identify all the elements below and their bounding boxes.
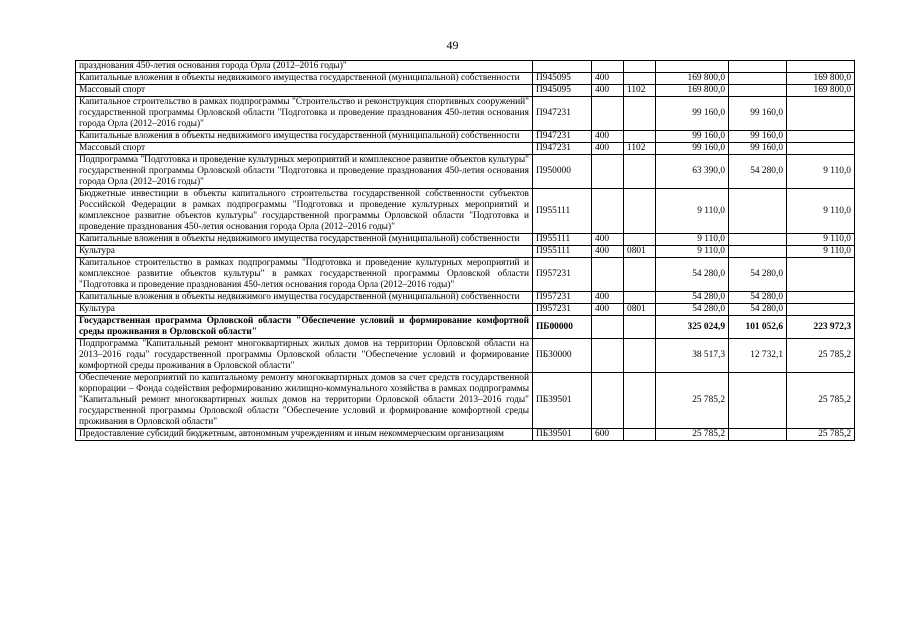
section-code: 1102 (624, 143, 656, 155)
amount-total: 99 160,0 (656, 143, 729, 155)
table-row (76, 143, 855, 155)
amount-total: 99 160,0 (656, 131, 729, 143)
amount-federal (787, 131, 855, 143)
row-description: Подпрограмма "Капитальный ремонт многоквартирных жилых домов на территории Орловской области на 2013–2016 годы" государственной программы Орловской области "Обеспечение условий и формирование комфортной среды проживания в Орловской области" (76, 339, 533, 373)
section-code: 1102 (624, 85, 656, 97)
table-row (76, 258, 855, 292)
target-article-code: П955111 (533, 246, 592, 258)
section-code: 0801 (624, 304, 656, 316)
table-row (76, 429, 855, 441)
amount-total: 169 800,0 (656, 85, 729, 97)
section-code (624, 292, 656, 304)
row-description: Государственная программа Орловской области "Обеспечение условий и формирование комфортной среды проживания в Орловской области" (76, 316, 533, 339)
amount-regional: 54 280,0 (729, 258, 787, 292)
section-code (624, 61, 656, 73)
expense-type-code (592, 97, 624, 131)
section-code (624, 97, 656, 131)
row-description: Капитальное строительство в рамках подпрограммы "Подготовка и проведение культурных мероприятий и комплексное развитие объектов культуры" в рамках государственной программы Орловской области "Подготовка и проведение празднования 450-летия основания города Орла (2012–2016 годы)" (76, 258, 533, 292)
amount-federal: 169 800,0 (787, 85, 855, 97)
amount-federal (787, 292, 855, 304)
row-description: Бюджетные инвестиции в объекты капитального строительства государственной собственности субъектов Российской Федерации в рамках подпрограммы "Подготовка и проведение культурных мероприятий и комплексное развитие объектов культуры" государственной программы Орловской области "Подготовка и проведение празднования 450-летия основания города Орла (2012–2016 годы)" (76, 189, 533, 234)
row-description: празднования 450-летия основания города Орла (2012–2016 годы)" (76, 61, 533, 73)
amount-federal: 9 110,0 (787, 234, 855, 246)
table-row (76, 155, 855, 189)
table-row (76, 85, 855, 97)
amount-total: 9 110,0 (656, 189, 729, 234)
table-row (76, 73, 855, 85)
budget-table-body (76, 61, 855, 441)
expense-type-code (592, 61, 624, 73)
section-code (624, 316, 656, 339)
amount-federal: 223 972,3 (787, 316, 855, 339)
amount-total: 9 110,0 (656, 234, 729, 246)
target-article-code: П947231 (533, 97, 592, 131)
amount-federal: 9 110,0 (787, 155, 855, 189)
row-description: Капитальное строительство в рамках подпрограммы "Строительство и реконструкция спортивных сооружений" государственной программы Орловской области "Подготовка и проведение празднования 450-летия основания города Орла (2012–2016 годы)" (76, 97, 533, 131)
section-code (624, 339, 656, 373)
expense-type-code: 400 (592, 131, 624, 143)
amount-regional: 54 280,0 (729, 292, 787, 304)
amount-federal (787, 304, 855, 316)
amount-federal (787, 143, 855, 155)
amount-regional (729, 246, 787, 258)
table-row (76, 316, 855, 339)
amount-regional: 12 732,1 (729, 339, 787, 373)
amount-federal: 9 110,0 (787, 246, 855, 258)
amount-regional: 99 160,0 (729, 97, 787, 131)
section-code (624, 258, 656, 292)
row-description: Массовый спорт (76, 85, 533, 97)
amount-total: 9 110,0 (656, 246, 729, 258)
amount-regional: 54 280,0 (729, 155, 787, 189)
amount-total: 38 517,3 (656, 339, 729, 373)
row-description: Предоставление субсидий бюджетным, автономным учреждениям и иным некоммерческим организациям (76, 429, 533, 441)
target-article-code: ПБ30000 (533, 339, 592, 373)
table-row (76, 339, 855, 373)
table-row (76, 246, 855, 258)
amount-total: 99 160,0 (656, 97, 729, 131)
section-code (624, 131, 656, 143)
expense-type-code: 400 (592, 234, 624, 246)
target-article-code: ПБ00000 (533, 316, 592, 339)
expense-type-code (592, 373, 624, 429)
amount-total: 54 280,0 (656, 258, 729, 292)
section-code (624, 234, 656, 246)
amount-total: 25 785,2 (656, 373, 729, 429)
target-article-code: П957231 (533, 292, 592, 304)
table-row (76, 97, 855, 131)
target-article-code: П947231 (533, 143, 592, 155)
expense-type-code (592, 155, 624, 189)
table-row (76, 189, 855, 234)
amount-federal: 25 785,2 (787, 429, 855, 441)
amount-federal (787, 258, 855, 292)
expense-type-code: 400 (592, 292, 624, 304)
table-row (76, 373, 855, 429)
amount-regional (729, 189, 787, 234)
expense-type-code: 400 (592, 85, 624, 97)
amount-regional: 101 052,6 (729, 316, 787, 339)
amount-regional (729, 73, 787, 85)
amount-regional (729, 373, 787, 429)
table-row (76, 61, 855, 73)
row-description: Капитальные вложения в объекты недвижимого имущества государственной (муниципальной) собственности (76, 292, 533, 304)
target-article-code: П947231 (533, 131, 592, 143)
row-description: Подпрограмма "Подготовка и проведение культурных мероприятий и комплексное развитие объектов культуры" государственной программы Орловской области "Подготовка и проведение празднования 450-летия основания города Орла (2012–2016 годы)" (76, 155, 533, 189)
section-code (624, 429, 656, 441)
amount-regional: 99 160,0 (729, 143, 787, 155)
page-number: 49 (446, 38, 459, 52)
amount-federal (787, 97, 855, 131)
amount-total: 54 280,0 (656, 292, 729, 304)
target-article-code: П945095 (533, 85, 592, 97)
expense-type-code (592, 339, 624, 373)
amount-total: 25 785,2 (656, 429, 729, 441)
expense-type-code: 400 (592, 304, 624, 316)
budget-table (75, 60, 855, 441)
expense-type-code (592, 189, 624, 234)
expense-type-code: 400 (592, 143, 624, 155)
amount-total: 169 800,0 (656, 73, 729, 85)
amount-federal: 25 785,2 (787, 339, 855, 373)
amount-federal (787, 61, 855, 73)
section-code (624, 189, 656, 234)
amount-regional (729, 61, 787, 73)
amount-regional (729, 234, 787, 246)
amount-federal: 169 800,0 (787, 73, 855, 85)
amount-total (656, 61, 729, 73)
amount-regional (729, 85, 787, 97)
amount-federal: 25 785,2 (787, 373, 855, 429)
section-code: 0801 (624, 246, 656, 258)
amount-total: 325 024,9 (656, 316, 729, 339)
target-article-code: П957231 (533, 304, 592, 316)
target-article-code: П945095 (533, 73, 592, 85)
amount-regional (729, 429, 787, 441)
expense-type-code: 600 (592, 429, 624, 441)
row-description: Капитальные вложения в объекты недвижимого имущества государственной (муниципальной) собственности (76, 73, 533, 85)
table-row (76, 131, 855, 143)
row-description: Массовый спорт (76, 143, 533, 155)
section-code (624, 73, 656, 85)
amount-regional: 54 280,0 (729, 304, 787, 316)
target-article-code: П955111 (533, 189, 592, 234)
target-article-code: П957231 (533, 258, 592, 292)
target-article-code: ПБ39501 (533, 373, 592, 429)
section-code (624, 155, 656, 189)
expense-type-code: 400 (592, 73, 624, 85)
amount-total: 63 390,0 (656, 155, 729, 189)
expense-type-code: 400 (592, 246, 624, 258)
table-row (76, 292, 855, 304)
table-row (76, 234, 855, 246)
amount-total: 54 280,0 (656, 304, 729, 316)
row-description: Капитальные вложения в объекты недвижимого имущества государственной (муниципальной) собственности (76, 234, 533, 246)
target-article-code: П950000 (533, 155, 592, 189)
expense-type-code (592, 316, 624, 339)
section-code (624, 373, 656, 429)
row-description: Капитальные вложения в объекты недвижимого имущества государственной (муниципальной) собственности (76, 131, 533, 143)
amount-federal: 9 110,0 (787, 189, 855, 234)
table-row (76, 304, 855, 316)
target-article-code: П955111 (533, 234, 592, 246)
row-description: Обеспечение мероприятий по капитальному ремонту многоквартирных домов за счет средств государственной корпорации – Фонда содействия реформированию жилищно-коммунального хозяйства в рамках подпрограммы "Капитальный ремонт многоквартирных жилых домов на территории Орловской области 2013–2016 годы" государственной программы Орловской области "Обеспечение условий и формирование комфортной среды проживания в Орловской области" (76, 373, 533, 429)
row-description: Культура (76, 246, 533, 258)
expense-type-code (592, 258, 624, 292)
amount-regional: 99 160,0 (729, 131, 787, 143)
target-article-code: ПБ39501 (533, 429, 592, 441)
target-article-code (533, 61, 592, 73)
row-description: Культура (76, 304, 533, 316)
